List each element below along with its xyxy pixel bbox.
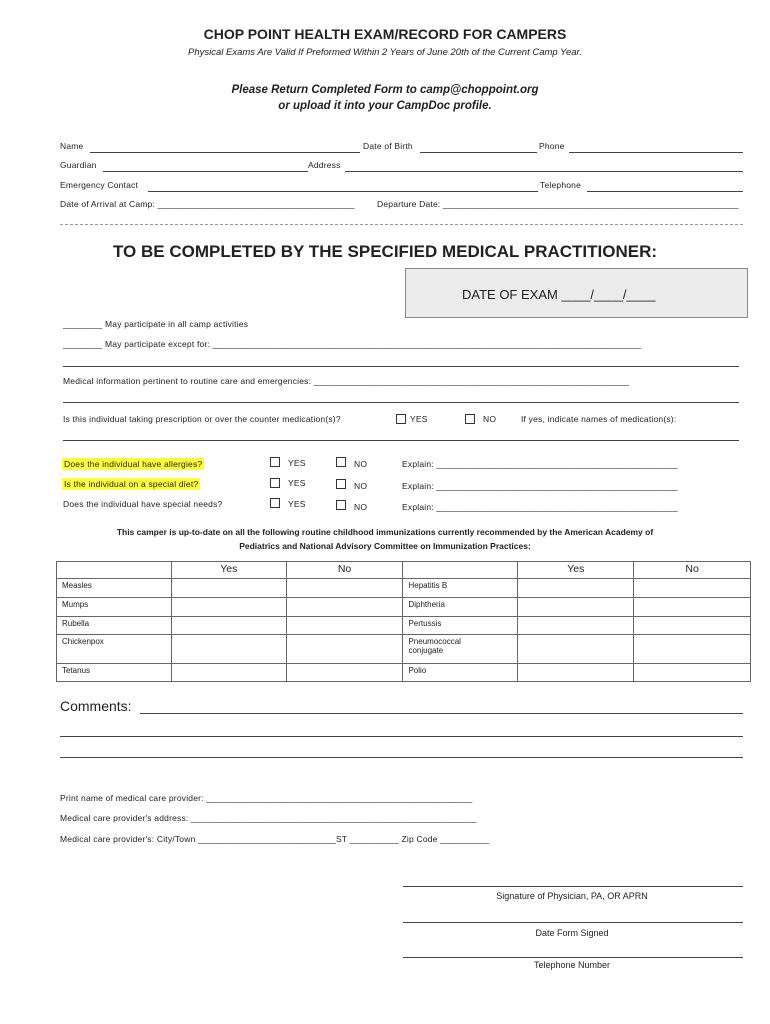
needs-no-checkbox[interactable] (336, 500, 346, 510)
telephone-number-line[interactable] (403, 957, 743, 958)
phone-field[interactable] (569, 152, 743, 153)
diet-no-label: NO (354, 481, 368, 491)
needs-yes-label: YES (288, 499, 306, 509)
separator (60, 224, 743, 225)
diet-yes-label: YES (288, 478, 306, 488)
table-row (57, 664, 751, 682)
emergency-label: Emergency Contact (60, 180, 139, 190)
no-cell[interactable] (286, 598, 403, 617)
medical-info-field[interactable]: Medical information pertinent to routine care and emergencies: ________________________________________________________________ (63, 376, 630, 386)
vaccine-name: Measles (57, 579, 172, 598)
medication-names-line[interactable] (63, 440, 739, 441)
col-no-header: No (634, 562, 751, 579)
medication-question: Is this individual taking prescription or over the counter medication(s)? (63, 414, 341, 424)
arrival-field[interactable]: Date of Arrival at Camp: ________________________________________ (60, 199, 355, 209)
form-title: CHOP POINT HEALTH EXAM/RECORD FOR CAMPERS (203, 26, 567, 42)
no-cell[interactable] (286, 664, 403, 682)
yes-cell[interactable] (171, 664, 286, 682)
participate-extra-line[interactable] (63, 366, 739, 367)
name-field[interactable] (90, 152, 360, 153)
no-cell[interactable] (634, 664, 751, 682)
medication-yes-label: YES (410, 414, 428, 424)
participate-except-field[interactable]: ________ May participate except for: _______________________________________________________________________________________ (63, 339, 642, 349)
table-header-cell (403, 562, 518, 579)
provider-address-field[interactable]: Medical care provider's address: __________________________________________________________ (60, 813, 477, 823)
comments-label: Comments: (60, 698, 132, 714)
validity-note: Physical Exams Are Valid If Preformed Within 2 Years of June 20th of the Current Camp Year. (187, 47, 582, 58)
vaccine-name-line-2: conjugate (408, 646, 444, 655)
table-header-cell (57, 562, 172, 579)
telephone-label: Telephone (540, 180, 582, 190)
yes-cell[interactable] (171, 579, 286, 598)
table-header-row (57, 562, 751, 579)
vaccine-name: Pertussis (403, 617, 518, 635)
dob-label: Date of Birth (363, 141, 413, 151)
medication-no-checkbox[interactable] (465, 414, 475, 424)
signature-line[interactable] (403, 886, 743, 887)
no-cell[interactable] (286, 579, 403, 598)
vaccine-name-line-1: Pneumococcal (408, 637, 461, 646)
exam-date-field[interactable]: DATE OF EXAM ____/____/____ (462, 287, 656, 302)
allergies-explain-field[interactable]: Explain: _________________________________________________ (402, 459, 678, 469)
no-cell[interactable] (286, 617, 403, 635)
signature-label: Signature of Physician, PA, OR APRN (496, 891, 648, 901)
immunization-note-line-1: This camper is up-to-date on all the following routine childhood immunizations currently recommended by the American Academy of (116, 527, 654, 537)
table-row (57, 617, 751, 635)
medication-no-label: NO (483, 414, 497, 424)
allergies-yes-label: YES (288, 458, 306, 468)
needs-explain-field[interactable]: Explain: _________________________________________________ (402, 502, 678, 512)
guardian-label: Guardian (60, 160, 97, 170)
telephone-field[interactable] (587, 191, 743, 192)
vaccine-name (403, 635, 518, 664)
participate-all-field[interactable]: ________ May participate in all camp activities (63, 319, 249, 329)
vaccine-name: Tetanus (57, 664, 172, 682)
comments-line-3[interactable] (60, 757, 743, 758)
emergency-field[interactable] (148, 191, 538, 192)
col-yes-header: Yes (518, 562, 634, 579)
departure-field[interactable]: Departure Date: ____________________________________________________________ (377, 199, 739, 209)
diet-yes-checkbox[interactable] (270, 478, 280, 488)
allergies-yes-checkbox[interactable] (270, 457, 280, 467)
allergies-question: Does the individual have allergies? (64, 459, 203, 469)
vaccine-name: Chickenpox (57, 635, 172, 664)
immunization-note (60, 525, 710, 553)
date-signed-line[interactable] (403, 922, 743, 923)
allergies-no-checkbox[interactable] (336, 457, 346, 467)
no-cell[interactable] (634, 635, 751, 664)
address-field[interactable] (345, 171, 743, 172)
immunization-table (56, 561, 751, 682)
date-signed-label: Date Form Signed (535, 928, 609, 938)
vaccine-name: Hepatitis B (403, 579, 518, 598)
no-cell[interactable] (286, 635, 403, 664)
col-no-header: No (286, 562, 403, 579)
practitioner-heading: TO BE COMPLETED BY THE SPECIFIED MEDICAL PRACTITIONER: (112, 242, 658, 261)
return-instructions: Please Return Completed Form to camp@choppoint.org (231, 84, 539, 96)
name-label: Name (60, 141, 84, 151)
medical-info-extra-line[interactable] (63, 402, 739, 403)
immunization-note-line-2: Pediatrics and National Advisory Committee on Immunization Practices: (239, 541, 531, 551)
vaccine-name: Diphtheria (403, 598, 518, 617)
yes-cell[interactable] (518, 635, 634, 664)
yes-cell[interactable] (171, 617, 286, 635)
guardian-field[interactable] (103, 171, 308, 172)
needs-yes-checkbox[interactable] (270, 498, 280, 508)
yes-cell[interactable] (171, 635, 286, 664)
yes-cell[interactable] (518, 598, 634, 617)
table-row (57, 635, 751, 664)
upload-instructions: or upload it into your CampDoc profile. (278, 100, 492, 112)
provider-name-field[interactable]: Print name of medical care provider: ______________________________________________________ (60, 793, 473, 803)
yes-cell[interactable] (171, 598, 286, 617)
col-yes-header: Yes (171, 562, 286, 579)
medication-names-label: If yes, indicate names of medication(s): (521, 414, 677, 424)
dob-field[interactable] (420, 152, 537, 153)
medication-yes-checkbox[interactable] (396, 414, 406, 424)
table-row (57, 598, 751, 617)
yes-cell[interactable] (518, 617, 634, 635)
table-row (57, 579, 751, 598)
needs-question: Does the individual have special needs? (63, 499, 223, 509)
no-cell[interactable] (634, 617, 751, 635)
diet-question: Is the individual on a special diet? (64, 479, 199, 489)
provider-city-field[interactable]: Medical care provider's: City/Town ____________________________ST __________ Zip Code __________ (60, 834, 490, 844)
diet-explain-field[interactable]: Explain: _________________________________________________ (402, 481, 678, 491)
allergies-no-label: NO (354, 459, 368, 469)
yes-cell[interactable] (518, 664, 634, 682)
needs-no-label: NO (354, 502, 368, 512)
diet-no-checkbox[interactable] (336, 479, 346, 489)
telephone-number-label: Telephone Number (533, 960, 611, 970)
vaccine-name: Rubella (57, 617, 172, 635)
vaccine-name: Mumps (57, 598, 172, 617)
vaccine-name: Polio (403, 664, 518, 682)
comments-line-2[interactable] (60, 736, 743, 737)
address-label: Address (308, 160, 341, 170)
yes-cell[interactable] (518, 579, 634, 598)
phone-label: Phone (539, 141, 565, 151)
no-cell[interactable] (634, 579, 751, 598)
no-cell[interactable] (634, 598, 751, 617)
comments-field[interactable] (140, 713, 743, 714)
